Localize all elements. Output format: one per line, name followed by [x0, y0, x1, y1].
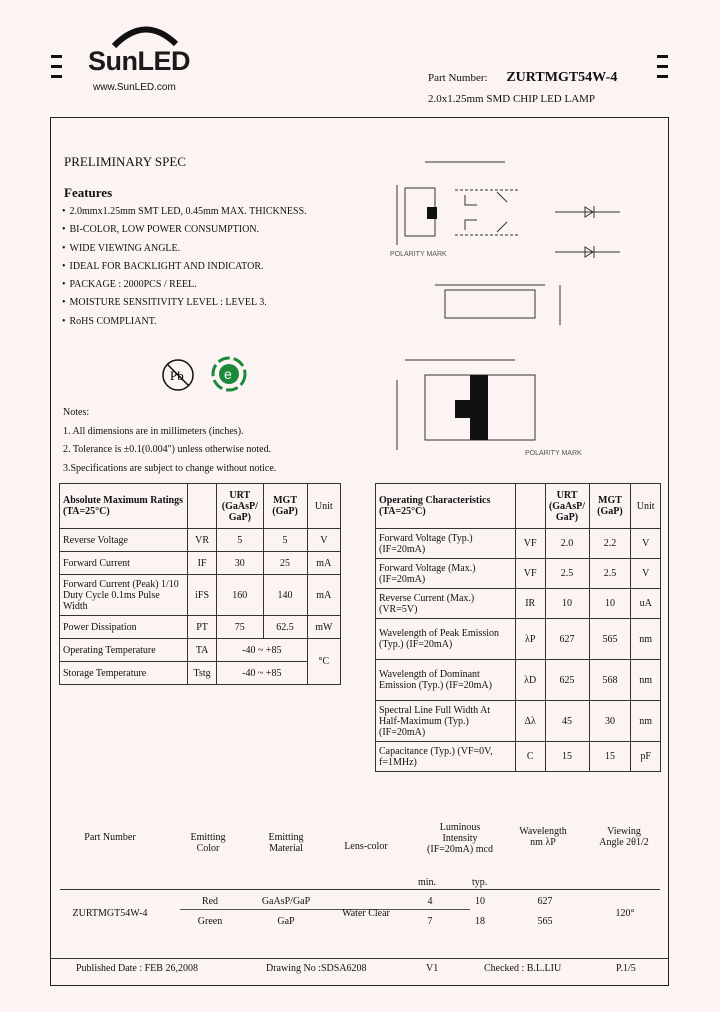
table-cell: Forward Current (Peak) 1/10 Duty Cycle 0.1ms Pulse Width [60, 575, 188, 616]
pb-free-icon [160, 357, 196, 393]
table-cell: Forward Voltage (Max.) (IF=20mA) [376, 559, 516, 589]
table-row [376, 701, 661, 742]
list-item: • PACKAGE : 2000PCS / REEL. [62, 279, 307, 297]
part-number-line [428, 70, 617, 86]
row-min: 4 [427, 896, 433, 907]
table-cell: Reverse Current (Max.) (VR=5V) [376, 589, 516, 619]
table-cell: 625 [545, 660, 589, 701]
viewing-header: Viewing Angle 2θ1/2 [599, 826, 649, 848]
table-cell: Δλ [515, 701, 545, 742]
operating-characteristics-table [375, 483, 661, 772]
package-dimension-drawing [385, 150, 650, 470]
rohs-green-icon [210, 355, 248, 393]
table-cell: 565 [589, 619, 631, 660]
intensity-header: Luminous Intensity (IF=20mA) mcd [427, 822, 493, 855]
table-cell: 15 [589, 742, 631, 772]
note-item: 3.Specifications are subject to change without notice. [63, 462, 277, 474]
table-cell: uA [631, 589, 661, 619]
table-cell: Forward Current [60, 552, 188, 575]
table-cell: 2.5 [589, 559, 631, 589]
features-list [62, 206, 307, 334]
selection-part-number: ZURTMGT54W-4 [72, 908, 148, 919]
table-cell: 30 [217, 552, 263, 575]
table-cell: Storage Temperature [60, 662, 188, 685]
table-header [188, 484, 217, 529]
notes-block [63, 404, 276, 478]
table-header: MGT (GaP) [263, 484, 307, 529]
table-cell: 160 [217, 575, 263, 616]
table-cell: iFS [188, 575, 217, 616]
table-cell: mA [307, 575, 340, 616]
table-cell: 627 [545, 619, 589, 660]
table-cell: VF [515, 559, 545, 589]
table-cell: C [515, 742, 545, 772]
table-cell: 568 [589, 660, 631, 701]
version: V1 [426, 963, 439, 974]
notes-title: Notes: [63, 407, 90, 418]
table-row [60, 639, 341, 662]
table-cell: 2.0 [545, 529, 589, 559]
page-number: P.1/5 [616, 963, 636, 974]
table-cell: nm [631, 701, 661, 742]
row-color: Red [201, 896, 219, 907]
table-cell: °C [307, 639, 340, 685]
table-cell: Capacitance (Typ.) (VF=0V, f=1MHz) [376, 742, 516, 772]
table-cell: 75 [217, 616, 263, 639]
table-cell: Wavelength of Peak Emission (Typ.) (IF=20mA) [376, 619, 516, 660]
table-cell: TA [188, 639, 217, 662]
published-date: Published Date : FEB 26,2008 [76, 963, 198, 974]
table-cell: Tstg [188, 662, 217, 685]
table-cell: 30 [589, 701, 631, 742]
table-cell: V [631, 529, 661, 559]
spec-title: PRELIMINARY SPEC [64, 154, 186, 169]
table-cell: V [631, 559, 661, 589]
table-cell: PT [188, 616, 217, 639]
rohs-text: e [224, 366, 232, 382]
table-header: Unit [307, 484, 340, 529]
row-material: GaP [277, 916, 295, 927]
product-subtitle: 2.0x1.25mm SMD CHIP LED LAMP [428, 93, 596, 105]
table-row [60, 529, 341, 552]
row-typ: 10 [475, 896, 485, 907]
table-cell: Reverse Voltage [60, 529, 188, 552]
left-bars-decoration [51, 55, 62, 85]
emitting-material-header: Emitting Material [268, 832, 304, 854]
part-number-label: Part Number: [428, 72, 488, 84]
selection-lens: Water Clear [342, 908, 390, 919]
drawing-number: Drawing No :SDSA6208 [266, 963, 367, 974]
typ-header: typ. [472, 877, 488, 888]
checked-by: Checked : B.L.LIU [484, 963, 562, 974]
list-item: • MOISTURE SENSITIVITY LEVEL : LEVEL 3. [62, 297, 307, 315]
list-item: • BI-COLOR, LOW POWER CONSUMPTION. [62, 224, 307, 242]
row-divider [180, 909, 470, 910]
row-wavelength: 627 [537, 896, 553, 907]
table-cell: 140 [263, 575, 307, 616]
divider [60, 889, 660, 890]
list-item: • WIDE VIEWING ANGLE. [62, 243, 307, 261]
table-cell: VF [515, 529, 545, 559]
table-row [60, 552, 341, 575]
website-link[interactable]: www.SunLED.com [93, 82, 176, 93]
table-cell: 2.5 [545, 559, 589, 589]
logo-arc-icon [110, 22, 180, 48]
table-cell: nm [631, 619, 661, 660]
table-header: Operating Characteristics (TA=25°C) [376, 484, 516, 529]
table-cell: nm [631, 660, 661, 701]
table-cell: 2.2 [589, 529, 631, 559]
min-header: min. [418, 877, 437, 888]
table-cell: Power Dissipation [60, 616, 188, 639]
table-header: MGT (GaP) [589, 484, 631, 529]
table-row [376, 589, 661, 619]
table-cell: 15 [545, 742, 589, 772]
table-cell: λD [515, 660, 545, 701]
table-header: URT (GaAsP/ GaP) [545, 484, 589, 529]
table-cell: IR [515, 589, 545, 619]
table-header: Unit [631, 484, 661, 529]
table-cell: pF [631, 742, 661, 772]
row-min: 7 [427, 916, 433, 927]
wavelength-header: Wavelength nm λP [519, 826, 567, 848]
polarity-mark-label: POLARITY MARK [390, 251, 447, 258]
table-cell: mA [307, 552, 340, 575]
table-cell: 10 [545, 589, 589, 619]
table-cell: IF [188, 552, 217, 575]
table-cell: Wavelength of Dominant Emission (Typ.) (IF=20mA) [376, 660, 516, 701]
table-cell: Forward Voltage (Typ.) (IF=20mA) [376, 529, 516, 559]
table-row [376, 529, 661, 559]
table-cell: mW [307, 616, 340, 639]
table-cell: 5 [263, 529, 307, 552]
table-header [515, 484, 545, 529]
table-row [60, 575, 341, 616]
polarity-label: POLARITY MARK [525, 450, 582, 457]
table-row [376, 742, 661, 772]
table-cell: -40 ~ +85 [217, 662, 308, 685]
table-cell: VR [188, 529, 217, 552]
part-header: Part Number [84, 832, 136, 843]
features-title: Features [64, 185, 113, 200]
table-cell: 25 [263, 552, 307, 575]
table-row [376, 660, 661, 701]
footer [50, 958, 669, 982]
table-header: URT (GaAsP/ GaP) [217, 484, 263, 529]
table-row [376, 559, 661, 589]
right-bars-decoration [657, 55, 668, 85]
table-cell: -40 ~ +85 [217, 639, 308, 662]
selection-viewing-angle: 120° [615, 908, 635, 919]
table-header: Absolute Maximum Ratings (TA=25°C) [60, 484, 188, 529]
table-cell: 62.5 [263, 616, 307, 639]
table-cell: V [307, 529, 340, 552]
table-cell: 10 [589, 589, 631, 619]
lens-header: Lens-color [344, 841, 388, 852]
table-cell: 45 [545, 701, 589, 742]
table-cell: Spectral Line Full Width At Half-Maximum (Typ.) (IF=20mA) [376, 701, 516, 742]
note-item: 2. Tolerance is ±0.1(0.004") unless otherwise noted. [63, 444, 272, 455]
note-item: 1. All dimensions are in millimeters (inches). [63, 425, 244, 437]
table-row [376, 619, 661, 660]
sunled-logo: SunLED [88, 46, 190, 76]
table-cell: Operating Temperature [60, 639, 188, 662]
table-cell: 5 [217, 529, 263, 552]
absolute-max-ratings-table [59, 483, 341, 685]
part-number: ZURTMGT54W-4 [506, 70, 618, 85]
list-item: • 2.0mmx1.25mm SMT LED, 0.45mm MAX. THICKNESS. [62, 206, 307, 224]
row-color: Green [197, 916, 223, 927]
row-material: GaAsP/GaP [261, 896, 311, 907]
row-typ: 18 [475, 916, 485, 927]
row-wavelength: 565 [537, 916, 553, 927]
table-row [60, 662, 341, 685]
table-row [60, 616, 341, 639]
list-item: • IDEAL FOR BACKLIGHT AND INDICATOR. [62, 261, 307, 279]
table-cell: λP [515, 619, 545, 660]
emitting-color-header: Emitting Color [190, 832, 226, 854]
list-item: • RoHS COMPLIANT. [62, 316, 307, 334]
pb-text: Pb [170, 368, 184, 383]
